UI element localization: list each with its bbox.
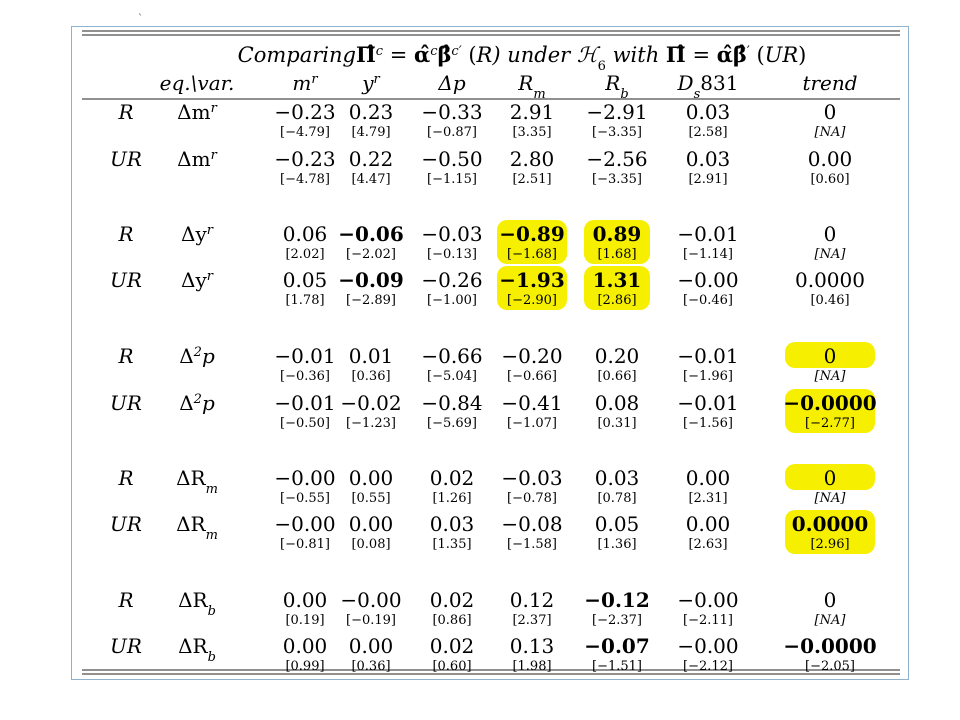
results-table	[72, 27, 909, 680]
header-col-rm: $R_m$	[518, 71, 546, 102]
table-title-row	[238, 42, 807, 74]
cell-estimate: 0.12	[509, 588, 555, 612]
header-col-rb: $R_b$	[605, 71, 629, 102]
cell-estimate: 0.05	[282, 268, 328, 292]
cell-estimate: 0.03	[685, 147, 731, 171]
cell-estimate: 0.23	[348, 100, 394, 124]
cell-tstat: [−1.00]	[427, 293, 477, 308]
cell-estimate: −0.0000	[783, 634, 877, 658]
cell-estimate: −0.00	[677, 588, 739, 612]
cell-estimate: −0.00	[274, 466, 336, 490]
cell-estimate: 0	[823, 222, 837, 246]
cell-tstat: [0.55]	[351, 491, 391, 506]
cell-estimate: −2.91	[586, 100, 648, 124]
cell-tstat: [NA]	[814, 491, 846, 506]
cell-estimate: −0.66	[421, 344, 483, 368]
cell-tstat: [−0.81]	[280, 537, 330, 552]
cell-estimate: −0.41	[501, 391, 563, 415]
row-equation-label: $\Delta R_m$	[176, 512, 218, 543]
header-col-dp: Δp	[438, 71, 466, 95]
cell-tstat: [−2.05]	[805, 659, 855, 674]
cell-estimate: 0.05	[594, 512, 640, 536]
cell-estimate: −0.07	[584, 634, 650, 658]
cell-tstat: [2.37]	[512, 613, 552, 628]
cell-estimate: −0.08	[501, 512, 563, 536]
cell-tstat: [2.31]	[688, 491, 728, 506]
cell-estimate: −0.00	[274, 512, 336, 536]
cell-tstat: [−5.04]	[427, 369, 477, 384]
cell-estimate: 2.80	[509, 147, 555, 171]
row-model-label: R	[118, 466, 134, 490]
cell-estimate: −0.01	[274, 344, 336, 368]
cell-tstat: [−2.11]	[683, 613, 733, 628]
cell-estimate: −1.93	[499, 268, 565, 292]
cell-tstat: [−1.14]	[683, 247, 733, 262]
cell-tstat: [−2.12]	[683, 659, 733, 674]
table-row	[117, 344, 846, 384]
row-model-label: UR	[110, 634, 142, 658]
row-equation-label: $\Delta R_m$	[176, 466, 218, 497]
cell-estimate: 0.00	[348, 634, 394, 658]
cell-estimate: 0.00	[282, 634, 328, 658]
cell-estimate: 0.03	[594, 466, 640, 490]
cell-estimate: −2.56	[586, 147, 648, 171]
cell-tstat: [0.99]	[285, 659, 325, 674]
table-row	[110, 634, 877, 674]
cell-estimate: 0.0000	[795, 268, 865, 292]
cell-tstat: [2.58]	[688, 125, 728, 140]
cell-tstat: [4.47]	[351, 172, 391, 187]
table-row	[117, 588, 846, 628]
cell-tstat: [2.96]	[810, 537, 850, 552]
cell-tstat: [0.46]	[810, 293, 850, 308]
header-col-trend: trend	[802, 71, 858, 95]
cell-tstat: [−2.89]	[346, 293, 396, 308]
cell-estimate: 0.00	[348, 466, 394, 490]
cell-estimate: 0.03	[429, 512, 475, 536]
cell-estimate: 0.02	[429, 634, 475, 658]
cell-estimate: 0	[823, 466, 837, 490]
cell-estimate: −0.01	[677, 391, 739, 415]
cell-estimate: −0.84	[421, 391, 483, 415]
cell-estimate: −0.00	[677, 634, 739, 658]
cell-estimate: −0.12	[584, 588, 650, 612]
cell-estimate: 0.22	[348, 147, 394, 171]
cell-tstat: [−3.35]	[592, 172, 642, 187]
row-model-label: R	[118, 588, 134, 612]
cell-estimate: −0.01	[677, 222, 739, 246]
cell-estimate: 0	[823, 588, 837, 612]
cell-estimate: 0.13	[509, 634, 555, 658]
cell-tstat: [−1.56]	[683, 416, 733, 431]
cell-tstat: [3.35]	[512, 125, 552, 140]
row-model-label: R	[118, 100, 134, 124]
cell-estimate: 0	[823, 100, 837, 124]
cell-estimate: −0.26	[421, 268, 483, 292]
row-equation-label: $\Delta R_b$	[178, 588, 216, 619]
cell-tstat: [−1.58]	[507, 537, 557, 552]
cell-estimate: 0.00	[685, 512, 731, 536]
cell-tstat: [−1.96]	[683, 369, 733, 384]
cell-estimate: −0.33	[421, 100, 483, 124]
row-equation-label: $\Delta m^r$	[177, 100, 217, 124]
cell-tstat: [1.35]	[432, 537, 472, 552]
cell-estimate: 0	[823, 344, 837, 368]
cell-estimate: −0.00	[677, 268, 739, 292]
page-corner-fragment: ˋ	[138, 14, 143, 25]
cell-tstat: [NA]	[814, 613, 846, 628]
cell-tstat: [1.78]	[285, 293, 325, 308]
cell-tstat: [−1.68]	[507, 247, 557, 262]
cell-tstat: [1.98]	[512, 659, 552, 674]
cell-tstat: [−0.78]	[507, 491, 557, 506]
cell-estimate: 0.00	[348, 512, 394, 536]
cell-estimate: 0.08	[594, 391, 640, 415]
row-model-label: R	[118, 344, 134, 368]
cell-estimate: −0.09	[338, 268, 404, 292]
table-row	[110, 512, 868, 552]
cell-tstat: [0.86]	[432, 613, 472, 628]
row-equation-label: $\Delta^2p$	[179, 344, 215, 368]
row-model-label: R	[118, 222, 134, 246]
cell-estimate: −0.23	[274, 100, 336, 124]
cell-tstat: [−4.78]	[280, 172, 330, 187]
cell-estimate: 0.03	[685, 100, 731, 124]
column-header-row	[160, 71, 858, 102]
cell-estimate: −0.06	[338, 222, 404, 246]
cell-tstat: [−2.37]	[592, 613, 642, 628]
cell-tstat: [2.51]	[512, 172, 552, 187]
cell-estimate: −0.23	[274, 147, 336, 171]
table-row	[117, 222, 846, 262]
cell-estimate: 0.00	[807, 147, 853, 171]
cell-tstat: [NA]	[814, 369, 846, 384]
cell-estimate: 0.02	[429, 466, 475, 490]
row-equation-label: $\Delta y^r$	[181, 222, 213, 246]
row-model-label: UR	[110, 512, 142, 536]
cell-tstat: [−1.07]	[507, 416, 557, 431]
header-col-m: $m^r$	[292, 71, 318, 95]
cell-estimate: 0.00	[282, 588, 328, 612]
cell-tstat: [4.79]	[351, 125, 391, 140]
cell-estimate: 0.06	[282, 222, 328, 246]
cell-tstat: [−2.77]	[805, 416, 855, 431]
cell-tstat: [0.78]	[597, 491, 637, 506]
cell-estimate: 0.20	[594, 344, 640, 368]
cell-tstat: [−5.69]	[427, 416, 477, 431]
cell-estimate: −0.20	[501, 344, 563, 368]
table-title: ComparingΠ̂$^c$ = α̂$^c$β̂$^{c'}$ (R) under ℋ$_6$ with Π̂ = α̂β̂′ (UR)	[237, 42, 807, 74]
cell-estimate: −0.01	[677, 344, 739, 368]
cell-tstat: [NA]	[814, 125, 846, 140]
cell-tstat: [−0.19]	[346, 613, 396, 628]
table-row	[110, 147, 852, 187]
table-frame	[71, 26, 909, 680]
cell-tstat: [0.36]	[351, 369, 391, 384]
header-col-ds831: $D_s831$	[677, 71, 739, 102]
row-model-label: UR	[110, 391, 142, 415]
cell-tstat: [−2.02]	[346, 247, 396, 262]
row-equation-label: $\Delta m^r$	[177, 147, 217, 171]
cell-tstat: [1.36]	[597, 537, 637, 552]
cell-tstat: [−0.46]	[683, 293, 733, 308]
cell-tstat: [2.86]	[597, 293, 637, 308]
cell-tstat: [−1.15]	[427, 172, 477, 187]
cell-tstat: [NA]	[814, 247, 846, 262]
cell-tstat: [0.66]	[597, 369, 637, 384]
cell-tstat: [0.36]	[351, 659, 391, 674]
cell-estimate: −0.03	[501, 466, 563, 490]
cell-estimate: −0.0000	[783, 391, 877, 415]
cell-tstat: [0.60]	[432, 659, 472, 674]
cell-estimate: 1.31	[592, 268, 642, 292]
cell-estimate: −0.89	[499, 222, 565, 246]
cell-tstat: [−0.55]	[280, 491, 330, 506]
cell-tstat: [1.26]	[432, 491, 472, 506]
cell-estimate: −0.01	[274, 391, 336, 415]
cell-tstat: [−0.36]	[280, 369, 330, 384]
cell-tstat: [−4.79]	[280, 125, 330, 140]
cell-tstat: [2.63]	[688, 537, 728, 552]
cell-estimate: 0.02	[429, 588, 475, 612]
cell-estimate: 0.00	[685, 466, 731, 490]
cell-estimate: −0.02	[340, 391, 402, 415]
cell-tstat: [−0.50]	[280, 416, 330, 431]
cell-tstat: [0.19]	[285, 613, 325, 628]
cell-tstat: [−0.13]	[427, 247, 477, 262]
cell-tstat: [0.60]	[810, 172, 850, 187]
cell-tstat: [−0.87]	[427, 125, 477, 140]
cell-estimate: −0.03	[421, 222, 483, 246]
cell-estimate: −0.00	[340, 588, 402, 612]
cell-tstat: [2.02]	[285, 247, 325, 262]
cell-tstat: [−1.23]	[346, 416, 396, 431]
header-col-y: $y^r$	[362, 71, 380, 95]
row-model-label: UR	[110, 147, 142, 171]
row-model-label: UR	[110, 268, 142, 292]
row-equation-label: $\Delta R_b$	[178, 634, 216, 665]
row-equation-label: $\Delta y^r$	[181, 268, 213, 292]
table-row	[110, 268, 865, 308]
header-col-eq-var: eq.\var.	[159, 71, 235, 95]
cell-tstat: [−1.51]	[592, 659, 642, 674]
cell-tstat: [−3.35]	[592, 125, 642, 140]
cell-estimate: 0.0000	[791, 512, 869, 536]
cell-estimate: 0.89	[592, 222, 642, 246]
table-body	[110, 100, 877, 674]
table-row	[117, 100, 846, 140]
row-equation-label: $\Delta^2p$	[179, 391, 215, 415]
cell-estimate: 0.01	[348, 344, 394, 368]
cell-tstat: [−2.90]	[507, 293, 557, 308]
cell-tstat: [−0.66]	[507, 369, 557, 384]
cell-tstat: [2.91]	[688, 172, 728, 187]
cell-tstat: [0.08]	[351, 537, 391, 552]
cell-tstat: [0.31]	[597, 416, 637, 431]
cell-tstat: [1.68]	[597, 247, 637, 262]
cell-estimate: −0.50	[421, 147, 483, 171]
cell-estimate: 2.91	[509, 100, 555, 124]
table-row	[117, 466, 846, 506]
table-row	[110, 391, 877, 431]
